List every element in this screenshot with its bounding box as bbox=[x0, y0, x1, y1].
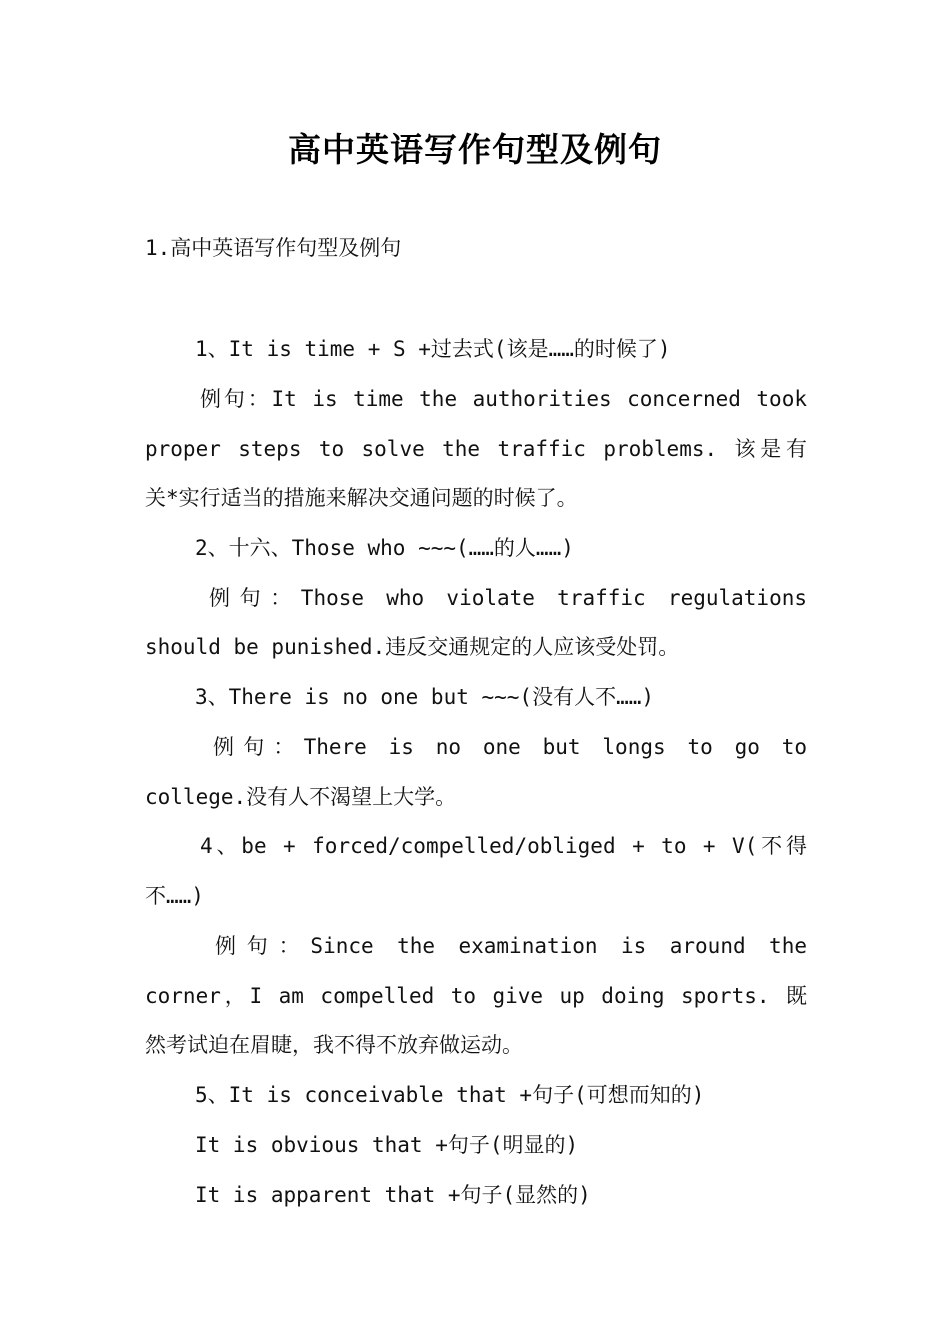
pattern-4-line-2: 不……) bbox=[145, 884, 204, 908]
example-1-line-1: 例句：It is time the authorities concerned took bbox=[200, 387, 807, 411]
pattern-2: 2、十六、Those who ~~~(……的人……) bbox=[195, 536, 574, 560]
example-3-line-2: college.没有人不渴望上大学。 bbox=[145, 785, 457, 809]
pattern-1: 1、It is time + S +过去式(该是……的时候了) bbox=[195, 337, 671, 361]
example-4-line-2: corner，I am compelled to give up doing sports. 既 bbox=[145, 984, 807, 1008]
pattern-5-extra-1: It is obvious that +句子(明显的) bbox=[195, 1133, 579, 1157]
example-4-line-1: 例句：Since the examination is around the bbox=[215, 934, 807, 958]
example-1-line-2: proper steps to solve the traffic problems. 该是有 bbox=[145, 437, 807, 461]
pattern-4-line-1: 4、be + forced/compelled/obliged + to + V(不得 bbox=[200, 834, 807, 858]
example-1-line-3: 关*实行适当的措施来解决交通问题的时候了。 bbox=[145, 486, 578, 510]
pattern-3: 3、There is no one but ~~~(没有人不……) bbox=[195, 685, 655, 709]
pattern-5: 5、It is conceivable that +句子(可想而知的) bbox=[195, 1083, 705, 1107]
section-heading: 1.高中英语写作句型及例句 bbox=[145, 236, 402, 260]
example-3-line-1: 例句：There is no one but longs to go to bbox=[213, 735, 807, 759]
document-title: 高中英语写作句型及例句 bbox=[288, 130, 662, 169]
example-2-line-2: should be punished.违反交通规定的人应该受处罚。 bbox=[145, 635, 680, 659]
example-2-line-1: 例句：Those who violate traffic regulations bbox=[209, 586, 807, 610]
example-4-line-3: 然考试迫在眉睫，我不得不放弃做运动。 bbox=[145, 1033, 523, 1057]
pattern-5-extra-2: It is apparent that +句子(显然的) bbox=[195, 1183, 591, 1207]
